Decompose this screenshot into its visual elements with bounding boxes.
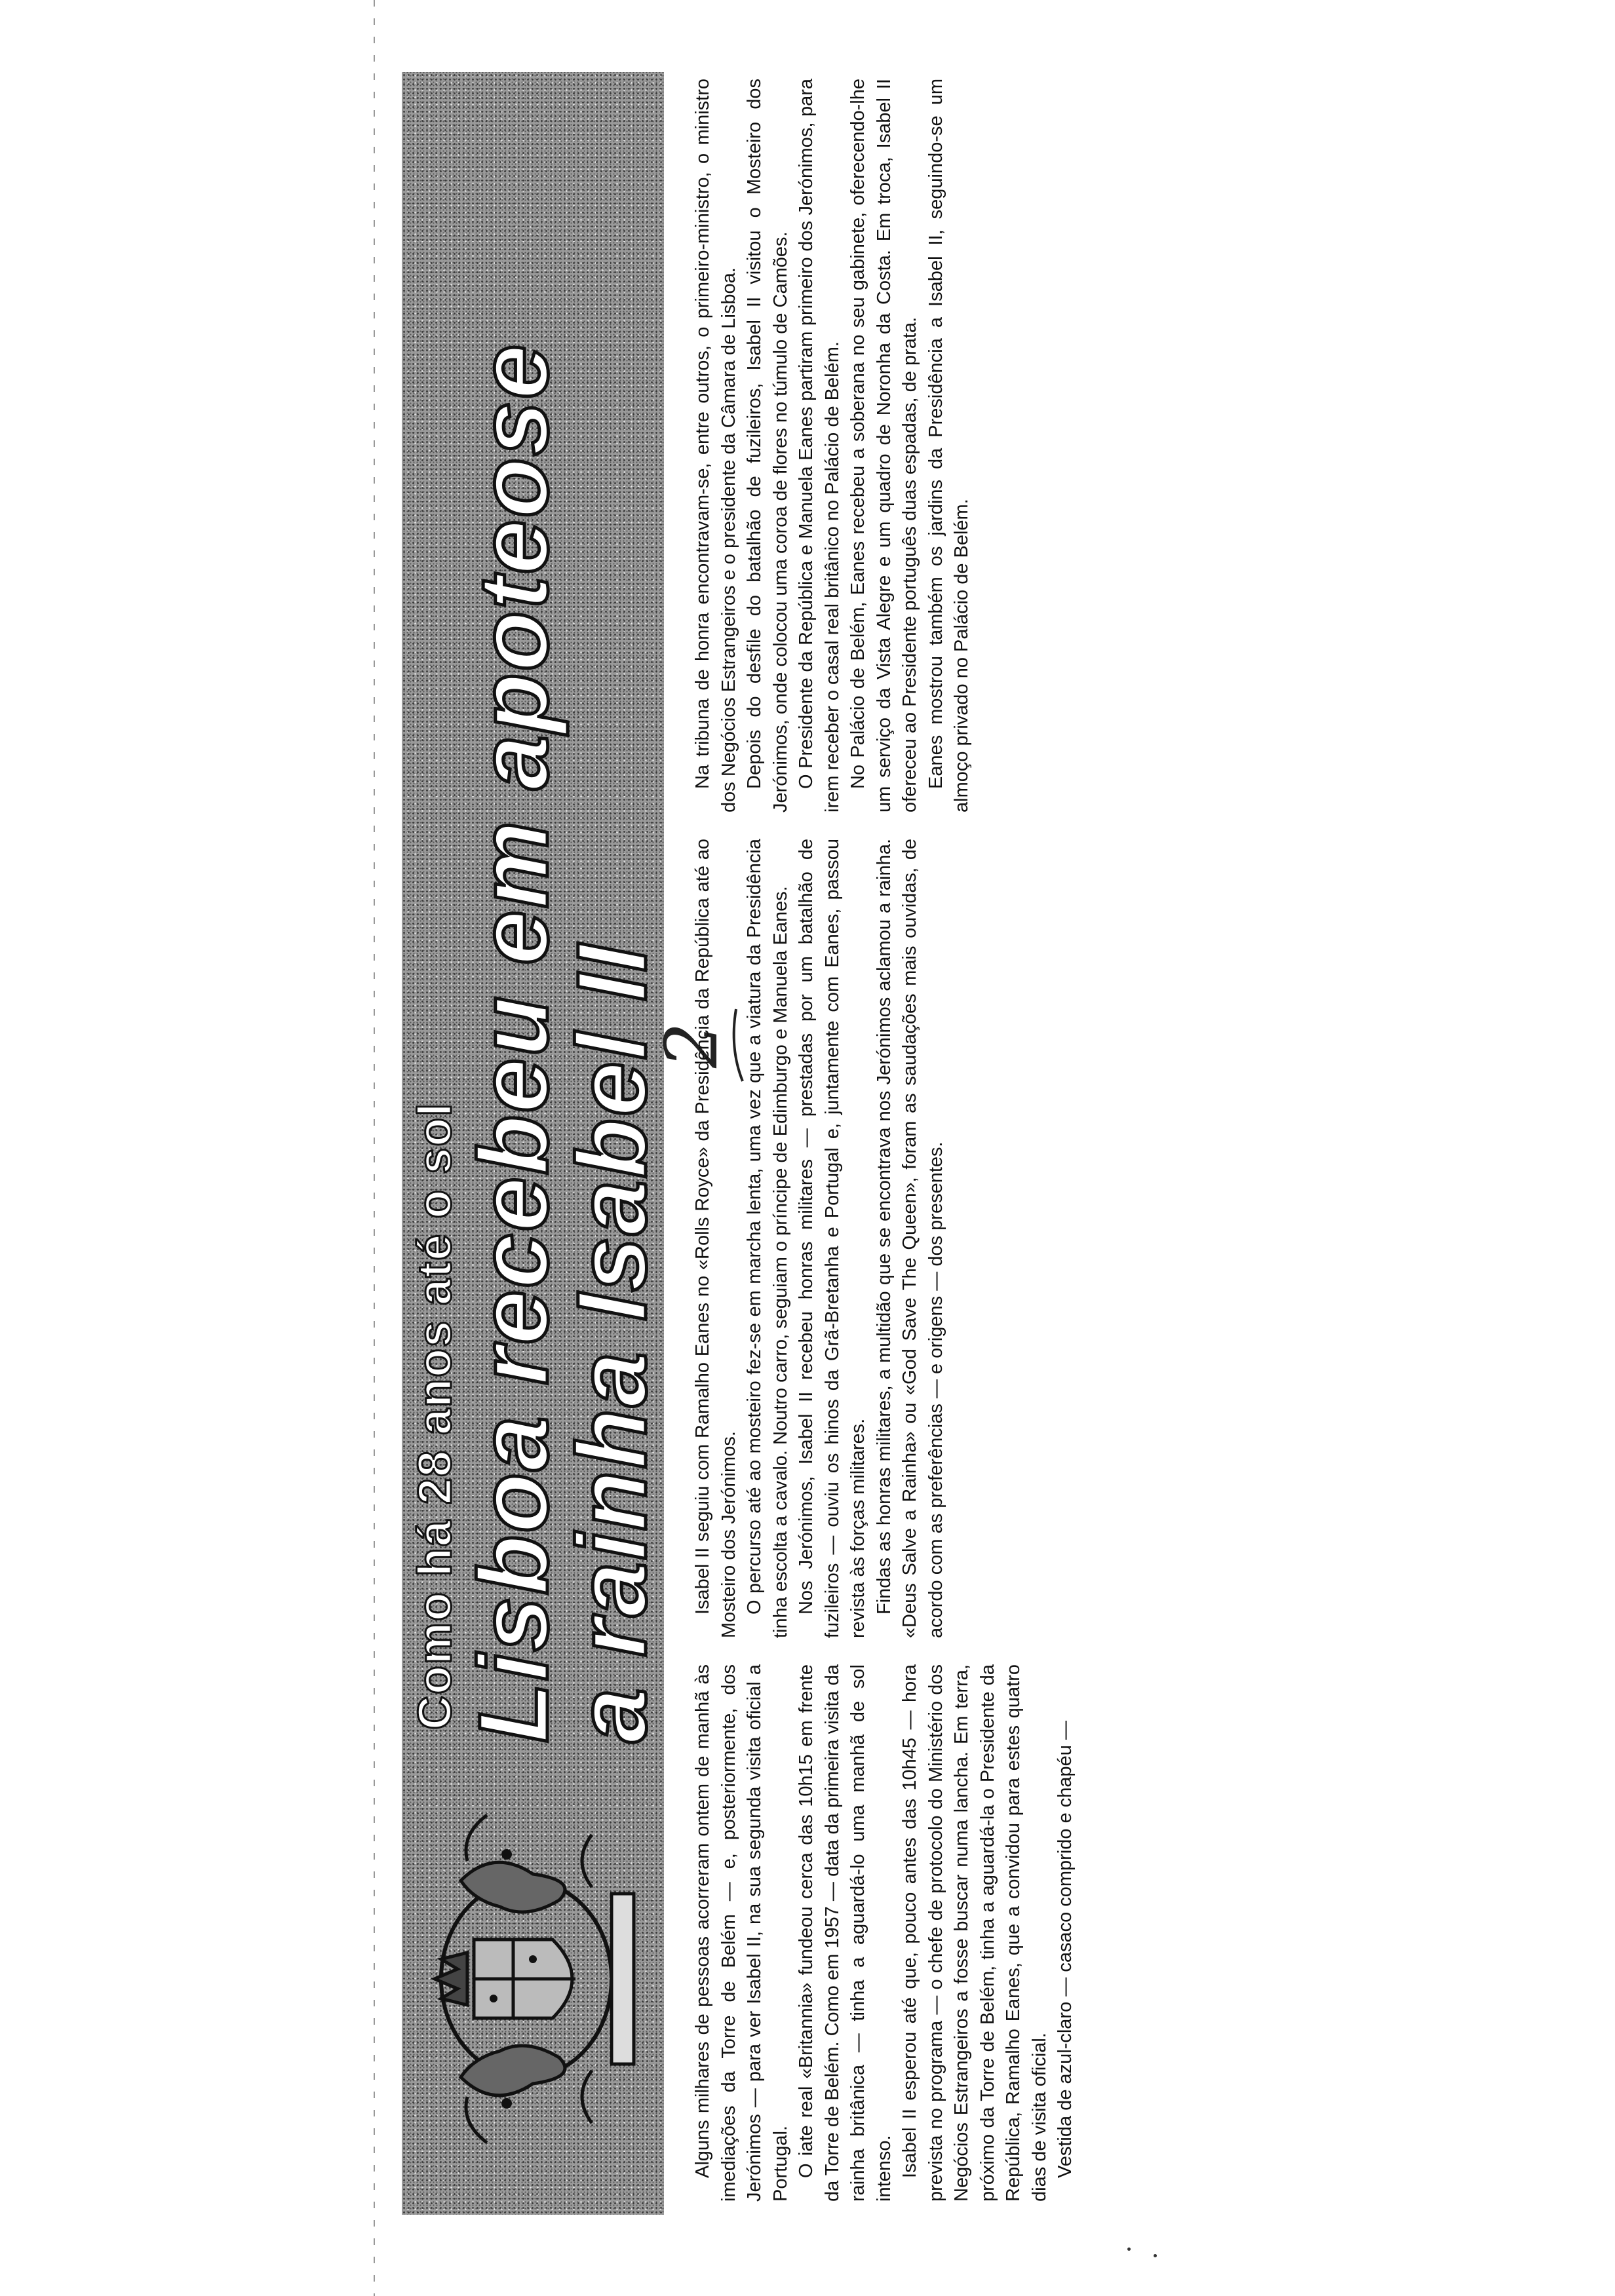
paragraph: O iate real «Britannia» fundeou cerca das 10h15 em frente da Torre de Belém. Como em 1957 — data da primeira visita da rainha britânica — tinha a aguardá-lo uma manhã de sol intenso. (796, 1664, 895, 2202)
paragraph: O percurso até ao mosteiro fez-se em marcha lenta, uma vez que a viatura da Presidência tinha escolta a cavalo. Noutro carro, seguiam o príncipe de Edimburgo e Manuela Eanes. (744, 839, 791, 1638)
paragraph: Depois do desfile do batalhão de fuzileiros, Isabel II visitou o Mosteiro dos Jerónimos, onde colocou uma coroa de flores no túmulo de Camões. (744, 79, 791, 813)
paragraph: Vestida de azul-claro — casaco comprido e chapéu — (1055, 1721, 1076, 2178)
handwritten-number: 2 (650, 1022, 733, 1068)
paragraph: Na tribuna de honra encontravam-se, entre outros, o primeiro-ministro, o ministro dos Negócios Estrangeiros e o presidente da Câmara de Lisboa. (692, 79, 739, 813)
paragraph: Nos Jerónimos, Isabel II recebeu honras militares — prestadas por um batalhão de fuzileiros — ouviu os hinos da Grã-Bretanha e Portugal e, juntamente com Eanes, passou revista às forças militares. (796, 839, 868, 1638)
royal-coat-of-arms-icon (428, 1776, 644, 2182)
scan-edge-line (374, 0, 375, 2296)
paragraph: Isabel II seguiu com Ramalho Eanes no «Rolls Royce» da Presidência da República até ao Mosteiro dos Jerónimos. (692, 839, 739, 1638)
kicker-headline: Como há 28 anos até o sol (409, 1101, 461, 1730)
main-headline-line-2: a rainha Isabel II (556, 942, 667, 1743)
main-headline-line-1: Lisboa recebeu em apoteose (458, 342, 568, 1743)
paragraph: Findas as honras militares, a multidão que se encontrava nos Jerónimos aclamou a rainha. «Deus Salve a Rainha» ou «God Save The Queen», foram as saudações mais ouvidas, de acordo com as preferências — e origens — dos presentes. (873, 839, 946, 1638)
newspaper-clipping (402, 72, 1195, 2215)
article-column-1 (690, 1664, 1188, 2202)
paragraph: Isabel II esperou até que, pouco antes das 10h45 — hora prevista no programa — o chefe de protocolo do Ministério dos Negócios Estrangeiros a fosse buscar numa lancha. Em terra, próximo da Torre de Belém, tinha a aguardá-la o Presidente da República, Ramalho Eanes, que a convidou para estes quatro dias de visita oficial. (899, 1664, 1050, 2202)
article-column-3 (690, 79, 1188, 813)
article-column-2 (690, 839, 1188, 1638)
paragraph: Eanes mostrou também os jardins da Presidência a Isabel II, seguindo-se um almoço privado no Palácio de Belém. (925, 79, 972, 813)
scan-speck (1154, 2254, 1157, 2257)
paragraph: Alguns milhares de pessoas acorreram ontem de manhã às imediações da Torre de Belém — e, posteriormente, dos Jerónimos — para ver Isabel II, na sua segunda visita oficial a Portugal. (692, 1664, 791, 2202)
paragraph: No Palácio de Belém, Eanes recebeu a soberana no seu gabinete, oferecendo-lhe um serviço da Vista Alegre e um quadro de Noronha da Costa. Em troca, Isabel II ofereceu ao Presidente português duas espadas, de prata. (847, 79, 920, 813)
headline-banner (402, 72, 667, 2215)
scan-speck (1127, 2248, 1131, 2251)
paragraph: O Presidente da República e Manuela Eanes partiram primeiro dos Jerónimos, para irem receber o casal real britânico no Palácio de Belém. (796, 79, 843, 813)
